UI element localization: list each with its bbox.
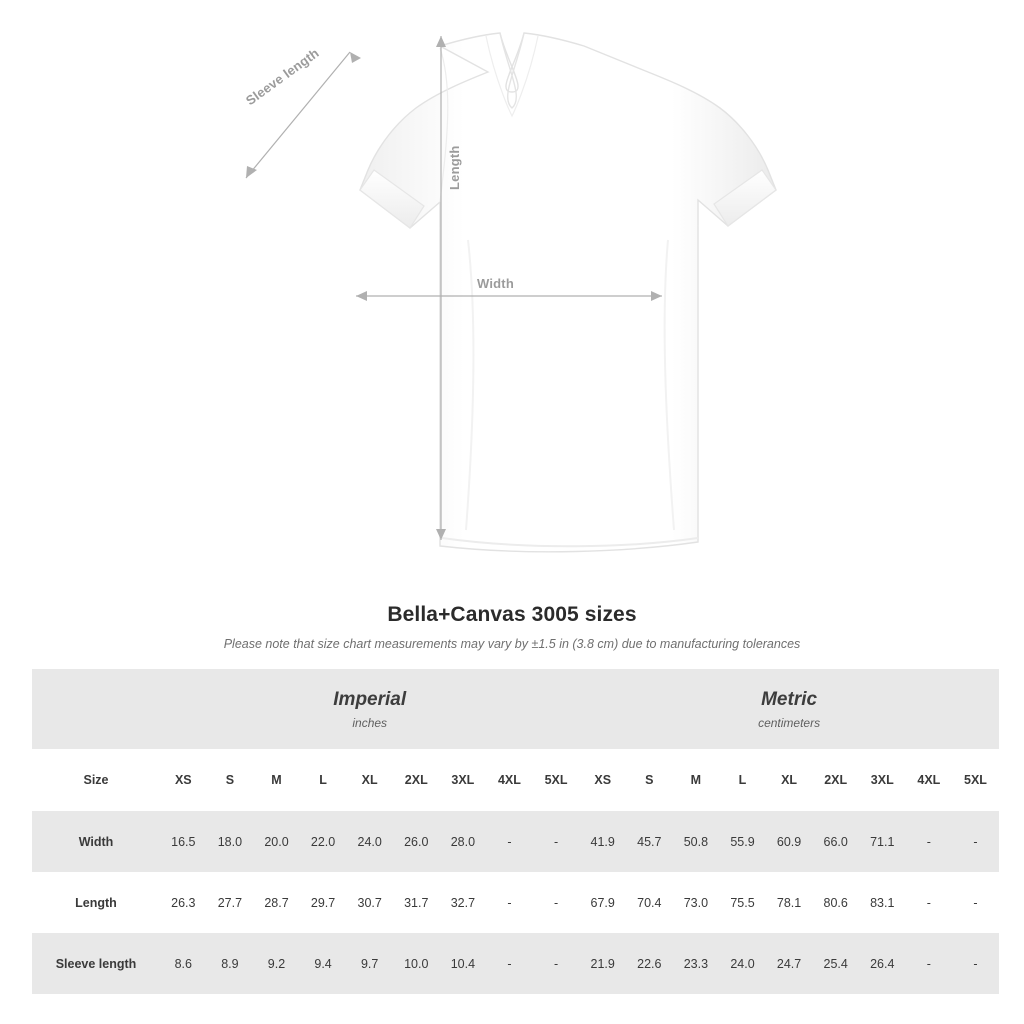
header-imperial-2xl: 2XL bbox=[393, 749, 440, 811]
header-metric-2xl: 2XL bbox=[812, 749, 859, 811]
tolerance-note: Please note that size chart measurements may vary by ±1.5 in (3.8 cm) due to manufacturing tolerances bbox=[223, 637, 801, 651]
cell-sleeve-imperial-3xl: 10.4 bbox=[440, 933, 487, 994]
header-imperial-l: L bbox=[300, 749, 347, 811]
header-metric-3xl: 3XL bbox=[859, 749, 906, 811]
cell-sleeve-metric-4xl: - bbox=[906, 933, 953, 994]
unit-imperial bbox=[160, 669, 579, 749]
header-imperial-xl: XL bbox=[346, 749, 393, 811]
cell-length-metric-m: 73.0 bbox=[673, 872, 720, 933]
cell-sleeve-metric-3xl: 26.4 bbox=[859, 933, 906, 994]
header-metric-5xl: 5XL bbox=[952, 749, 999, 811]
size-label: Size bbox=[32, 749, 160, 811]
cell-sleeve-imperial-5xl: - bbox=[533, 933, 580, 994]
tshirt-body bbox=[360, 33, 776, 552]
cell-length-imperial-3xl: 32.7 bbox=[440, 872, 487, 933]
title-block bbox=[0, 603, 1024, 651]
cell-width-imperial-3xl: 28.0 bbox=[440, 811, 487, 872]
header-metric-xs: XS bbox=[579, 749, 626, 811]
unit-metric-sub: centimeters bbox=[758, 715, 821, 730]
unit-imperial-name: Imperial bbox=[333, 688, 407, 710]
size-table bbox=[32, 669, 999, 994]
length-label: Length bbox=[447, 145, 462, 190]
cell-sleeve-metric-l: 24.0 bbox=[719, 933, 766, 994]
row-label-width: Width bbox=[32, 811, 160, 872]
cell-length-metric-s: 70.4 bbox=[626, 872, 673, 933]
cell-width-metric-xs: 41.9 bbox=[579, 811, 626, 872]
cell-sleeve-metric-m: 23.3 bbox=[673, 933, 720, 994]
cell-width-metric-4xl: - bbox=[906, 811, 953, 872]
cell-width-metric-3xl: 71.1 bbox=[859, 811, 906, 872]
row-label-sleeve-length: Sleeve length bbox=[32, 933, 160, 994]
cell-sleeve-metric-s: 22.6 bbox=[626, 933, 673, 994]
cell-width-imperial-m: 20.0 bbox=[253, 811, 300, 872]
header-metric-l: L bbox=[719, 749, 766, 811]
header-metric-4xl: 4XL bbox=[906, 749, 953, 811]
cell-length-imperial-s: 27.7 bbox=[207, 872, 254, 933]
cell-length-imperial-m: 28.7 bbox=[253, 872, 300, 933]
cell-width-imperial-2xl: 26.0 bbox=[393, 811, 440, 872]
cell-sleeve-metric-xl: 24.7 bbox=[766, 933, 813, 994]
cell-sleeve-imperial-l: 9.4 bbox=[300, 933, 347, 994]
cell-sleeve-metric-2xl: 25.4 bbox=[812, 933, 859, 994]
row-label-length: Length bbox=[32, 872, 160, 933]
cell-width-metric-l: 55.9 bbox=[719, 811, 766, 872]
cell-width-imperial-xl: 24.0 bbox=[346, 811, 393, 872]
header-metric-s: S bbox=[626, 749, 673, 811]
header-imperial-4xl: 4XL bbox=[486, 749, 533, 811]
table-row bbox=[32, 811, 999, 872]
cell-width-metric-m: 50.8 bbox=[673, 811, 720, 872]
cell-sleeve-metric-xs: 21.9 bbox=[579, 933, 626, 994]
unit-metric bbox=[579, 669, 998, 749]
width-label: Width bbox=[477, 276, 514, 291]
header-imperial-3xl: 3XL bbox=[440, 749, 487, 811]
cell-length-metric-2xl: 80.6 bbox=[812, 872, 859, 933]
cell-width-metric-xl: 60.9 bbox=[766, 811, 813, 872]
cell-width-imperial-5xl: - bbox=[533, 811, 580, 872]
tshirt-diagram bbox=[228, 30, 796, 555]
cell-length-imperial-xl: 30.7 bbox=[346, 872, 393, 933]
header-imperial-xs: XS bbox=[160, 749, 207, 811]
cell-length-metric-xl: 78.1 bbox=[766, 872, 813, 933]
cell-length-metric-4xl: - bbox=[906, 872, 953, 933]
cell-sleeve-imperial-m: 9.2 bbox=[253, 933, 300, 994]
header-imperial-5xl: 5XL bbox=[533, 749, 580, 811]
header-imperial-s: S bbox=[207, 749, 254, 811]
cell-sleeve-imperial-xl: 9.7 bbox=[346, 933, 393, 994]
cell-sleeve-metric-5xl: - bbox=[952, 933, 999, 994]
header-imperial-m: M bbox=[253, 749, 300, 811]
table-row bbox=[32, 933, 999, 994]
cell-length-imperial-l: 29.7 bbox=[300, 872, 347, 933]
cell-width-metric-2xl: 66.0 bbox=[812, 811, 859, 872]
size-table-wrapper bbox=[32, 669, 992, 994]
unit-imperial-sub: inches bbox=[352, 715, 388, 730]
cell-width-imperial-l: 22.0 bbox=[300, 811, 347, 872]
page-title: Bella+Canvas 3005 sizes bbox=[387, 603, 637, 626]
cell-length-metric-l: 75.5 bbox=[719, 872, 766, 933]
header-metric-xl: XL bbox=[766, 749, 813, 811]
header-metric-m: M bbox=[673, 749, 720, 811]
cell-length-metric-3xl: 83.1 bbox=[859, 872, 906, 933]
cell-sleeve-imperial-2xl: 10.0 bbox=[393, 933, 440, 994]
cell-sleeve-imperial-xs: 8.6 bbox=[160, 933, 207, 994]
cell-length-imperial-xs: 26.3 bbox=[160, 872, 207, 933]
unit-metric-name: Metric bbox=[761, 688, 818, 710]
sleeve-length-label: Sleeve length bbox=[243, 45, 322, 109]
cell-length-imperial-5xl: - bbox=[533, 872, 580, 933]
unit-header-row bbox=[32, 669, 999, 749]
cell-sleeve-imperial-4xl: - bbox=[486, 933, 533, 994]
cell-width-metric-5xl: - bbox=[952, 811, 999, 872]
size-header-row bbox=[32, 749, 999, 811]
cell-width-imperial-xs: 16.5 bbox=[160, 811, 207, 872]
cell-width-imperial-4xl: - bbox=[486, 811, 533, 872]
cell-sleeve-imperial-s: 8.9 bbox=[207, 933, 254, 994]
unit-spacer bbox=[32, 669, 160, 749]
cell-width-imperial-s: 18.0 bbox=[207, 811, 254, 872]
cell-width-metric-s: 45.7 bbox=[626, 811, 673, 872]
cell-length-metric-xs: 67.9 bbox=[579, 872, 626, 933]
cell-length-imperial-4xl: - bbox=[486, 872, 533, 933]
cell-length-metric-5xl: - bbox=[952, 872, 999, 933]
cell-length-imperial-2xl: 31.7 bbox=[393, 872, 440, 933]
table-row bbox=[32, 872, 999, 933]
